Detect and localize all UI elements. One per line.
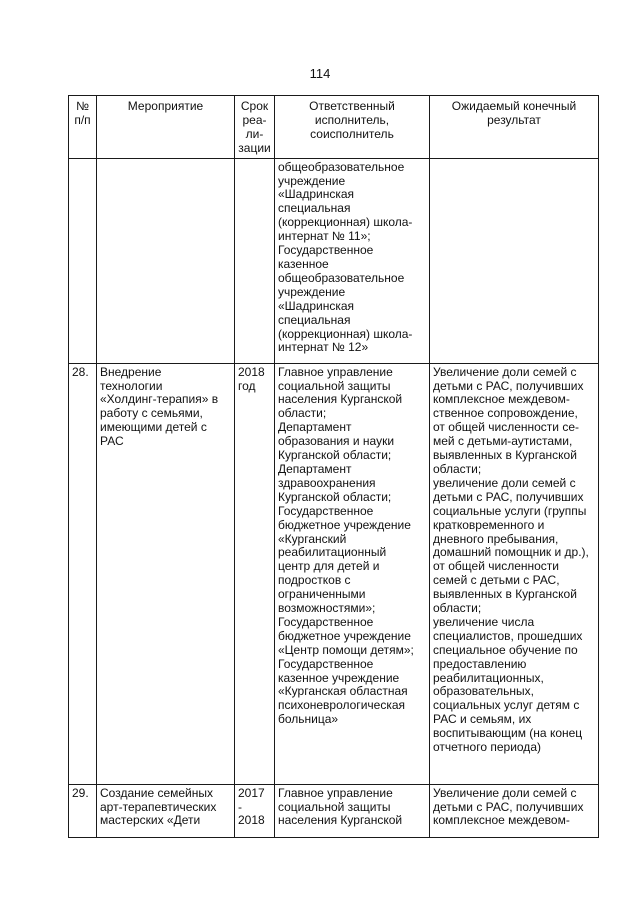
cell-line: социальной защиты bbox=[278, 799, 391, 814]
cell-line: зации bbox=[238, 140, 271, 155]
cell-line: Курганской области; bbox=[278, 448, 392, 463]
cell-line: «Шадринская bbox=[278, 298, 355, 313]
cell-line: области; bbox=[433, 461, 482, 476]
cell-line: детьми с РАС, получивших bbox=[433, 378, 584, 393]
cell-line: ограниченными bbox=[278, 587, 366, 602]
cell-event bbox=[97, 363, 235, 784]
cell-line: домашний помощник и др.), bbox=[433, 545, 589, 560]
cell-line: Увеличение доли семей с bbox=[433, 364, 577, 379]
cell-line: здравоохранения bbox=[278, 475, 376, 490]
cell-line: области; bbox=[278, 406, 327, 421]
cell-executor bbox=[275, 158, 430, 363]
cell-line: увеличение числа bbox=[433, 614, 535, 629]
cell-line: «Центр помощи детям»; bbox=[278, 642, 414, 657]
cell-line: образования и науки bbox=[278, 434, 395, 449]
cell-line: специальная bbox=[278, 312, 351, 327]
cell-line: подростков с bbox=[278, 573, 351, 588]
cell-line: Срок bbox=[240, 99, 269, 113]
cell-line: населения Курганской bbox=[278, 392, 403, 407]
cell-line: учреждение bbox=[278, 284, 346, 299]
cell-line: выявленных в Курганской bbox=[433, 448, 577, 463]
cell-line: Департамент bbox=[278, 420, 352, 435]
cell-num bbox=[69, 363, 97, 784]
cell-line: Государственное bbox=[278, 243, 374, 258]
cell-line: имеющими детей с bbox=[100, 420, 207, 435]
cell-line: реабилитационных, bbox=[433, 670, 544, 685]
cell-term bbox=[235, 158, 275, 363]
cell-line: Внедрение bbox=[100, 364, 162, 379]
cell-line: технологии bbox=[100, 378, 163, 393]
cell-line: области; bbox=[433, 601, 482, 616]
page-number: 114 bbox=[309, 66, 331, 81]
cell-line: - bbox=[238, 799, 242, 814]
cell-line: Департамент bbox=[278, 461, 352, 476]
cell-line: казенное bbox=[278, 256, 329, 271]
header-executor bbox=[275, 96, 430, 159]
cell-line: 28. bbox=[72, 364, 89, 379]
cell-line: предоставлению bbox=[433, 656, 527, 671]
cell-line: выявленных в Курганской bbox=[433, 587, 577, 602]
cell-line: от общей численности се- bbox=[433, 420, 579, 435]
cell-line: центр для детей и bbox=[278, 559, 380, 574]
cell-line: мастерских «Дети bbox=[100, 813, 201, 828]
events-table bbox=[68, 95, 599, 838]
cell-result bbox=[430, 158, 599, 363]
cell-line: Курганской области; bbox=[278, 489, 392, 504]
cell-line: общеобразовательное bbox=[278, 270, 405, 285]
cell-executor bbox=[275, 784, 430, 837]
cell-line: общеобразовательное bbox=[278, 159, 405, 174]
table-row-29 bbox=[69, 784, 599, 837]
cell-line: 2017 bbox=[238, 785, 265, 800]
cell-line: Ответственный bbox=[309, 99, 395, 113]
cell-line: увеличение доли семей с bbox=[433, 475, 576, 490]
cell-line: Создание семейных bbox=[100, 785, 214, 800]
cell-line: соисполнитель bbox=[310, 126, 394, 141]
cell-term bbox=[235, 363, 275, 784]
cell-line: РАС и семьям, их bbox=[433, 712, 532, 727]
header-event bbox=[97, 96, 235, 159]
cell-line: ли- bbox=[245, 126, 264, 141]
cell-line: комплексное междевом- bbox=[433, 392, 570, 407]
cell-line: специальная bbox=[278, 201, 351, 216]
cell-line: социальных услуг детям с bbox=[433, 698, 580, 713]
cell-line: бюджетное учреждение bbox=[278, 517, 411, 532]
cell-line: интернат № 12» bbox=[278, 340, 369, 355]
cell-line: реабилитационный bbox=[278, 545, 387, 560]
cell-line: детьми с РАС, получивших bbox=[433, 799, 584, 814]
cell-line: (коррекционная) школа- bbox=[278, 326, 413, 341]
cell-line: социальные услуги (группы bbox=[433, 503, 587, 518]
cell-line: бюджетное учреждение bbox=[278, 628, 411, 643]
cell-line: Ожидаемый конечный bbox=[451, 99, 577, 113]
cell-line: возможностями»; bbox=[278, 601, 376, 616]
cell-line: 29. bbox=[72, 785, 89, 800]
cell-line: образовательных, bbox=[433, 684, 534, 699]
cell-line: Увеличение доли семей с bbox=[433, 785, 577, 800]
table-row-28 bbox=[69, 363, 599, 784]
cell-line: ственное сопровождение, bbox=[433, 406, 578, 421]
cell-line: Государственное bbox=[278, 614, 374, 629]
cell-line: дневного пребывания, bbox=[433, 531, 559, 546]
cell-line: комплексное междевом- bbox=[433, 813, 570, 828]
cell-line: «Курганская областная bbox=[278, 684, 408, 699]
cell-line: результат bbox=[487, 112, 541, 127]
cell-num bbox=[69, 158, 97, 363]
cell-line: мей с детьми-аутистами, bbox=[433, 434, 573, 449]
cell-line: № bbox=[76, 99, 89, 113]
cell-line: населения Курганской bbox=[278, 813, 403, 828]
cell-num bbox=[69, 784, 97, 837]
cell-line: воспитывающим (на конец bbox=[433, 726, 583, 741]
header-term bbox=[235, 96, 275, 159]
cell-line: год bbox=[238, 378, 256, 393]
cell-line: п/п bbox=[74, 112, 91, 127]
cell-event bbox=[97, 784, 235, 837]
cell-line: исполнитель, bbox=[314, 112, 390, 127]
cell-line: казенное учреждение bbox=[278, 670, 400, 685]
cell-line: семей с детьми с РАС, bbox=[433, 573, 560, 588]
cell-line: Государственное bbox=[278, 503, 374, 518]
cell-line: учреждение bbox=[278, 173, 346, 188]
cell-executor bbox=[275, 363, 430, 784]
cell-line: специальное обучение по bbox=[433, 642, 578, 657]
cell-line: работу с семьями, bbox=[100, 406, 203, 421]
cell-line: социальной защиты bbox=[278, 378, 391, 393]
cell-line: специалистов, прошедших bbox=[433, 628, 583, 643]
cell-result bbox=[430, 363, 599, 784]
cell-result bbox=[430, 784, 599, 837]
cell-line: реа- bbox=[242, 112, 267, 127]
cell-line: детьми с РАС, получивших bbox=[433, 489, 584, 504]
cell-line: отчетного периода) bbox=[433, 740, 541, 755]
cell-line: от общей численности bbox=[433, 559, 559, 574]
table-header-row bbox=[69, 96, 599, 159]
cell-line: больница» bbox=[278, 712, 339, 727]
cell-line: (коррекционная) школа- bbox=[278, 215, 413, 230]
cell-line: «Курганский bbox=[278, 531, 347, 546]
header-result bbox=[430, 96, 599, 159]
header-num bbox=[69, 96, 97, 159]
cell-line: 2018 bbox=[238, 364, 265, 379]
cell-line: «Холдинг-терапия» в bbox=[100, 392, 219, 407]
cell-line: арт-терапевтических bbox=[100, 799, 217, 814]
cell-line: Главное управление bbox=[278, 364, 393, 379]
cell-line: психоневрологическая bbox=[278, 698, 406, 713]
cell-term bbox=[235, 784, 275, 837]
cell-event bbox=[97, 158, 235, 363]
cell-line: Главное управление bbox=[278, 785, 393, 800]
cell-line: 2018 bbox=[238, 813, 265, 828]
table-row-continuation bbox=[69, 158, 599, 363]
cell-line: кратковременного и bbox=[433, 517, 545, 532]
cell-line: Государственное bbox=[278, 656, 374, 671]
cell-line: РАС bbox=[100, 434, 124, 449]
cell-line: интернат № 11»; bbox=[278, 229, 371, 244]
cell-line: «Шадринская bbox=[278, 187, 355, 202]
cell-line: Мероприятие bbox=[127, 99, 204, 113]
